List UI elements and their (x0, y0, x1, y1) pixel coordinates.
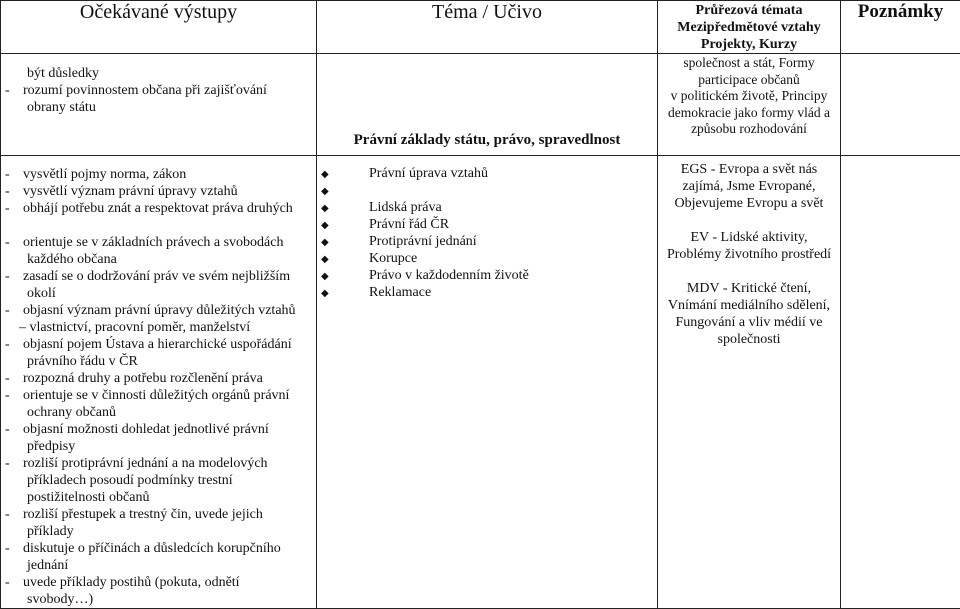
text-line: EV - Lidské aktivity, (658, 229, 840, 246)
text-line: obrany státu (1, 99, 316, 116)
content-row (1, 156, 960, 609)
topic-title: Právní základy státu, právo, spravedlnost (317, 54, 657, 149)
output-item: objasní možnosti dohledat jednotlivé právní (23, 422, 269, 437)
output-item: uvede příklady postihů (pokuta, odnětí (23, 575, 240, 590)
intro-topic (317, 54, 658, 156)
topic-item: ◆ Reklamace (317, 284, 657, 301)
header-topic: Téma / Učivo (317, 1, 658, 54)
output-item-cont: právního řádu v ČR (1, 353, 316, 370)
output-item: vysvětlí pojmy norma, zákon (23, 167, 186, 182)
text-line: být důsledky (1, 65, 316, 82)
output-item-cont: – vlastnictví, pracovní poměr, manželství (1, 319, 316, 336)
output-item: orientuje se v činnosti důležitých orgánů právní (23, 388, 289, 403)
output-item-cont: příklady (1, 523, 316, 540)
topic-item: ◆ Právní úprava vztahů (317, 165, 657, 182)
text-line: Objevujeme Evropu a svět (658, 195, 840, 212)
output-item: diskutuje o příčinách a důsledcích korupčního (23, 541, 281, 556)
intro-outputs: být důsledky - rozumí povinnostem občana při zajišťování obrany státu (1, 54, 317, 156)
text-line: Problémy životního prostředí (658, 246, 840, 263)
text-line: v politickém životě, Principy (658, 88, 840, 105)
cross-topic-egs (658, 161, 840, 212)
text-line: společnosti (658, 331, 840, 348)
text-line: Vnímání mediálního sdělení, (658, 297, 840, 314)
output-item: objasní význam právní úpravy důležitých vztahů (23, 303, 296, 318)
cross-topic-ev (658, 229, 840, 263)
notes-cell (841, 156, 960, 609)
output-item-cont: každého občana (1, 251, 316, 268)
text-line: participace občanů (658, 72, 840, 89)
text-line: demokracie jako formy vlád a (658, 105, 840, 122)
header-notes: Poznámky (841, 1, 960, 54)
header-cross-line: Průřezová témata (658, 2, 840, 19)
text-line: rozumí povinnostem občana při zajišťování (23, 83, 267, 98)
output-item: vysvětlí význam právní úpravy vztahů (23, 184, 238, 199)
text-line: společnost a stát, Formy (658, 55, 840, 72)
topic-spacer (317, 182, 657, 199)
topics-list (317, 156, 658, 609)
output-item-cont: předpisy (1, 438, 316, 455)
text-line: zajímá, Jsme Evropané, (658, 178, 840, 195)
output-item: zasadí se o dodržování práv ve svém nejbližším (23, 269, 290, 284)
intro-notes (841, 54, 960, 156)
topic-item: ◆ Právo v každodenním životě (317, 267, 657, 284)
text-line: EGS - Evropa a svět nás (658, 161, 840, 178)
text-line: Fungování a vliv médií ve (658, 314, 840, 331)
text-line: MDV - Kritické čtení, (658, 280, 840, 297)
intro-cross (658, 54, 841, 156)
topic-item: ◆ Protiprávní jednání (317, 233, 657, 250)
topic-item: ◆ Lidská práva (317, 199, 657, 216)
topic-item: ◆ Právní řád ČR (317, 216, 657, 233)
header-cross-line: Projekty, Kurzy (658, 36, 840, 53)
cross-topics (658, 156, 841, 609)
output-item-cont: okolí (1, 285, 316, 302)
topic-item: ◆ Korupce (317, 250, 657, 267)
cross-topic-mdv (658, 280, 840, 348)
header-cross-topics (658, 1, 841, 54)
output-item-cont: jednání (1, 557, 316, 574)
output-item: rozpozná druhy a potřebu rozčlenění práva (23, 371, 263, 386)
output-item: objasní pojem Ústava a hierarchické uspořádání (23, 337, 292, 352)
header-outputs: Očekávané výstupy (1, 1, 317, 54)
output-item-cont: svobody…) (1, 591, 316, 608)
output-item: rozliší protiprávní jednání a na modelových (23, 456, 268, 471)
output-item-cont: příkladech posoudí podmínky trestní (1, 472, 316, 489)
text-line: způsobu rozhodování (658, 121, 840, 138)
output-item-cont: ochrany občanů (1, 404, 316, 421)
output-item: obhájí potřebu znát a respektovat práva druhých (23, 201, 293, 216)
output-item: orientuje se v základních právech a svobodách (23, 235, 283, 250)
output-item: rozliší přestupek a trestný čin, uvede jejich (23, 507, 263, 522)
header-cross-line: Mezipředmětové vztahy (658, 19, 840, 36)
header-row (1, 1, 960, 54)
intro-row (1, 54, 960, 156)
outputs-list: - vysvětlí pojmy norma, zákon - vysvětlí význam právní úpravy vztahů - obhájí potřebu znát a respektovat práva druhých - orientuje se v základních právech a svobodách každého občana - zasadí se o dodržování práv ve svém nejbližším okolí - objasní význam právní úpravy důležitých vztahů – vlastnictví, pracovní poměr, manželství - objasní pojem Ústava a hierarchické uspořádání právního řádu v ČR - rozpozná druhy a potřebu rozčlenění práva - orientuje se v činnosti důležitých orgánů právní ochrany občanů - objasní možnosti dohledat jednotlivé právní předpisy - rozliší protiprávní jednání a na modelových příkladech posoudí podmínky trestní postižitelnosti občanů - rozliší přestupek a trestný čin, uvede jejich příklady - diskutuje o příčinách a důsledcích korupčního jednání - uvede příklady postihů (pokuta, odnětí svobody…) (1, 156, 317, 609)
output-item-cont: postižitelnosti občanů (1, 489, 316, 506)
